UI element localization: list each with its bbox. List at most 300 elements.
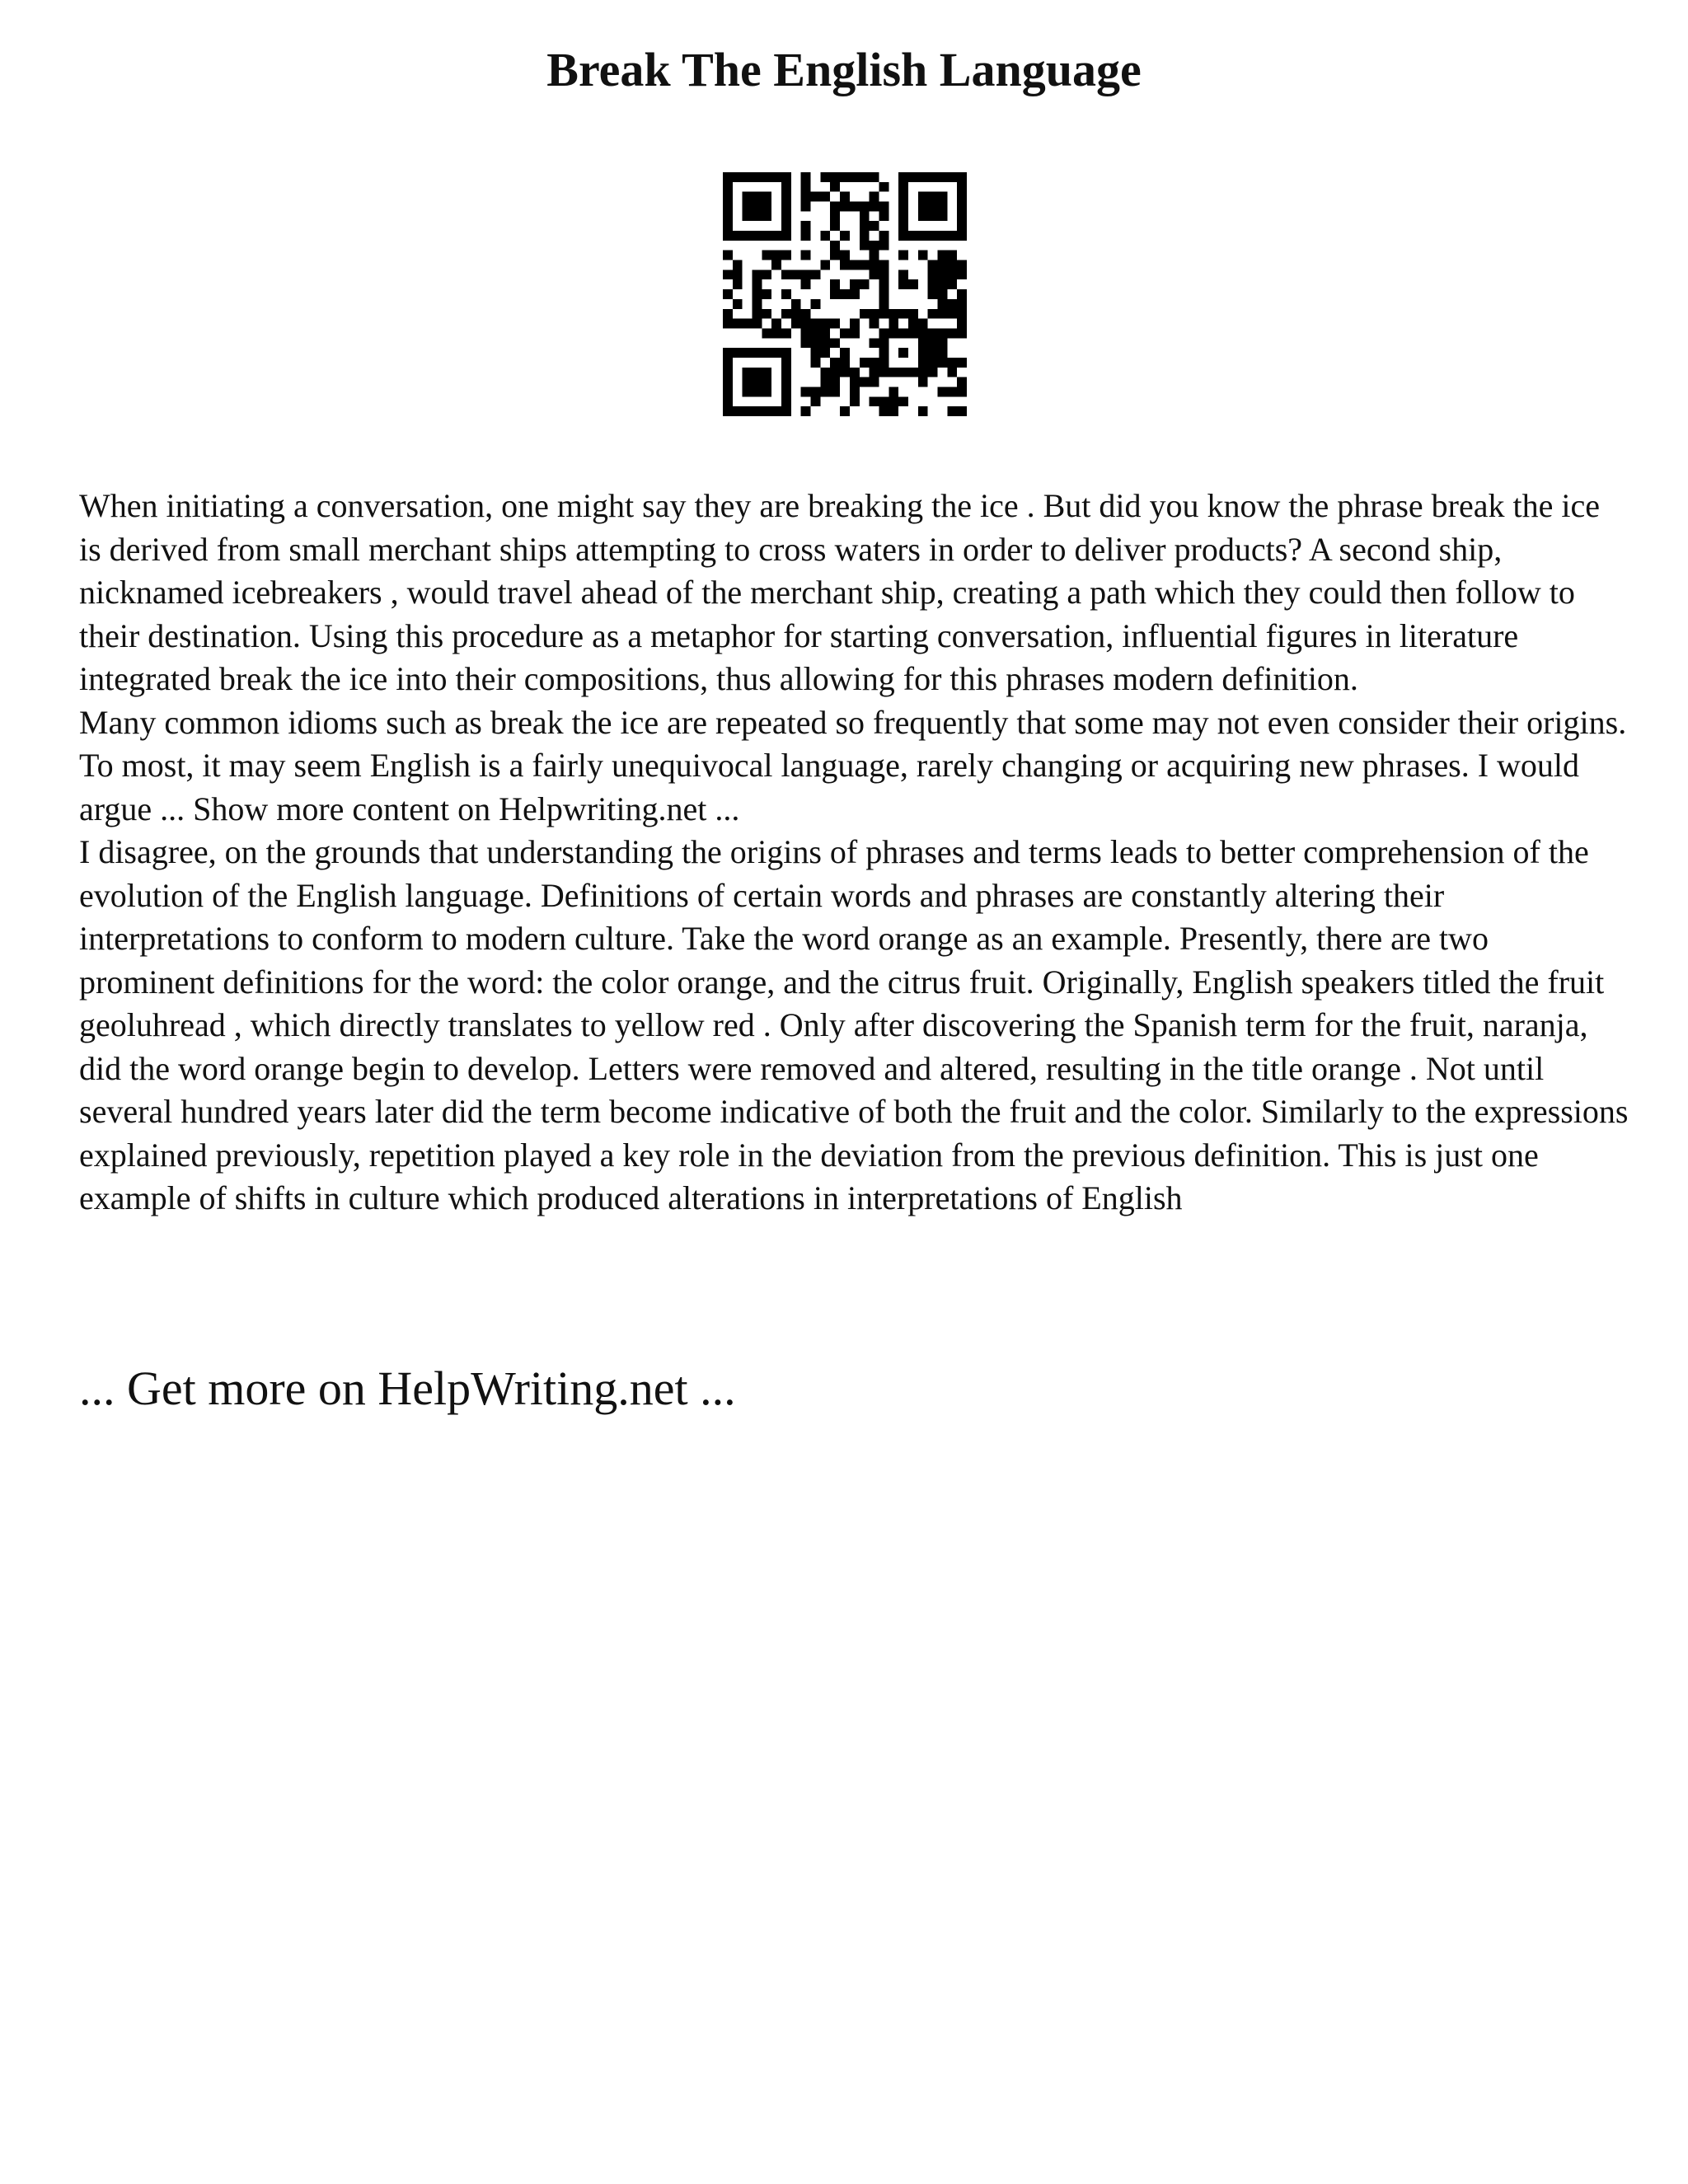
- qr-module: [801, 221, 811, 231]
- qr-module: [957, 328, 967, 338]
- qr-module: [801, 319, 811, 329]
- qr-module: [840, 368, 850, 377]
- qr-module: [840, 358, 850, 368]
- qr-module: [791, 309, 801, 319]
- qr-module: [860, 241, 870, 251]
- qr-module: [918, 406, 928, 416]
- qr-module: [928, 202, 938, 212]
- qr-module: [781, 192, 791, 202]
- qr-module: [762, 211, 771, 221]
- qr-module: [870, 368, 879, 377]
- qr-module: [879, 338, 889, 348]
- qr-module: [723, 202, 733, 212]
- qr-module: [928, 338, 938, 348]
- qr-module: [753, 202, 762, 212]
- qr-module: [937, 192, 947, 202]
- qr-module: [908, 328, 918, 338]
- qr-module: [918, 231, 928, 241]
- qr-module: [898, 231, 908, 241]
- qr-module: [908, 309, 918, 319]
- qr-module: [801, 387, 811, 396]
- qr-module: [947, 387, 957, 396]
- qr-module: [771, 319, 781, 329]
- qr-module: [743, 231, 753, 241]
- qr-module: [870, 172, 879, 182]
- qr-module: [889, 396, 898, 406]
- qr-module: [781, 328, 791, 338]
- qr-module: [850, 387, 860, 396]
- qr-module: [860, 377, 870, 387]
- qr-module: [830, 358, 840, 368]
- qr-module: [860, 309, 870, 319]
- qr-module: [820, 328, 830, 338]
- qr-module: [889, 319, 898, 329]
- qr-module: [840, 328, 850, 338]
- qr-module: [781, 221, 791, 231]
- qr-module: [947, 358, 957, 368]
- qr-module: [947, 309, 957, 319]
- qr-module: [928, 309, 938, 319]
- qr-module: [850, 172, 860, 182]
- qr-module: [850, 319, 860, 329]
- qr-module: [889, 387, 898, 396]
- qr-module: [762, 328, 771, 338]
- qr-module: [860, 358, 870, 368]
- qr-module: [840, 172, 850, 182]
- qr-module: [928, 368, 938, 377]
- qr-module: [801, 309, 811, 319]
- qr-module: [830, 338, 840, 348]
- qr-module: [781, 202, 791, 212]
- qr-module: [937, 202, 947, 212]
- qr-module: [820, 377, 830, 387]
- qr-module: [879, 260, 889, 270]
- qr-module: [801, 279, 811, 289]
- qr-module: [908, 231, 918, 241]
- qr-module: [937, 387, 947, 396]
- qr-module: [840, 260, 850, 270]
- qr-module: [957, 231, 967, 241]
- qr-module: [753, 309, 762, 319]
- qr-module: [723, 309, 733, 319]
- qr-module: [830, 211, 840, 221]
- qr-module: [762, 192, 771, 202]
- qr-module: [840, 202, 850, 212]
- qr-module: [753, 377, 762, 387]
- qr-module: [898, 269, 908, 279]
- qr-module: [733, 319, 743, 329]
- qr-module: [898, 172, 908, 182]
- qr-module: [898, 221, 908, 231]
- qr-module: [947, 231, 957, 241]
- qr-module: [723, 387, 733, 396]
- qr-module: [801, 192, 811, 202]
- qr-module: [928, 260, 938, 270]
- qr-module: [753, 319, 762, 329]
- qr-module: [937, 348, 947, 358]
- qr-module: [957, 260, 967, 270]
- qr-module: [830, 221, 840, 231]
- qr-module: [830, 368, 840, 377]
- qr-module: [850, 368, 860, 377]
- qr-module: [781, 348, 791, 358]
- qr-module: [762, 377, 771, 387]
- qr-module: [771, 251, 781, 260]
- qr-module: [733, 406, 743, 416]
- qr-module: [723, 358, 733, 368]
- qr-module: [753, 406, 762, 416]
- qr-module: [879, 182, 889, 192]
- qr-module: [937, 260, 947, 270]
- qr-module: [889, 368, 898, 377]
- qr-module: [723, 377, 733, 387]
- qr-module: [937, 269, 947, 279]
- qr-module: [879, 279, 889, 289]
- qr-module: [801, 202, 811, 212]
- qr-module: [811, 387, 821, 396]
- qr-module: [918, 192, 928, 202]
- qr-module: [762, 289, 771, 299]
- qr-module: [762, 348, 771, 358]
- qr-module: [860, 260, 870, 270]
- qr-module: [781, 358, 791, 368]
- qr-module: [753, 368, 762, 377]
- qr-module: [928, 192, 938, 202]
- qr-module: [743, 348, 753, 358]
- qr-module: [753, 348, 762, 358]
- qr-module: [781, 289, 791, 299]
- qr-module: [870, 358, 879, 368]
- qr-module: [830, 241, 840, 251]
- qr-module: [781, 309, 791, 319]
- qr-module: [957, 289, 967, 299]
- qr-module: [820, 172, 830, 182]
- qr-module: [898, 328, 908, 338]
- qr-module: [898, 279, 908, 289]
- qr-module: [830, 319, 840, 329]
- qr-module: [937, 251, 947, 260]
- qr-module: [733, 269, 743, 279]
- qr-module: [840, 289, 850, 299]
- qr-module: [918, 348, 928, 358]
- qr-module: [957, 387, 967, 396]
- qr-module: [801, 251, 811, 260]
- qr-module: [771, 231, 781, 241]
- qr-module: [947, 269, 957, 279]
- qr-module: [898, 211, 908, 221]
- qr-module: [879, 289, 889, 299]
- qr-module: [781, 368, 791, 377]
- qr-module: [879, 269, 889, 279]
- qr-module: [753, 211, 762, 221]
- qr-module: [771, 406, 781, 416]
- qr-module: [743, 387, 753, 396]
- qr-module: [753, 289, 762, 299]
- qr-module: [947, 299, 957, 309]
- paragraph-idioms: Many common idioms such as break the ice are repeated so frequently that some may not even consider their origins. To most, it may seem English is a fairly unequivocal language, rarely changing or acquiring new phrases. I would argue ... Show more content on Helpwriting.net ...: [79, 703, 1627, 827]
- qr-module: [743, 406, 753, 416]
- qr-module: [830, 387, 840, 396]
- qr-module: [937, 328, 947, 338]
- qr-module: [820, 231, 830, 241]
- qr-module: [850, 377, 860, 387]
- qr-module: [937, 299, 947, 309]
- qr-module: [801, 406, 811, 416]
- qr-module: [830, 251, 840, 260]
- qr-module: [781, 387, 791, 396]
- qr-module: [771, 328, 781, 338]
- qr-module: [928, 289, 938, 299]
- paragraph-orange: I disagree, on the grounds that understanding the origins of phrases and terms leads to better comprehension of the evolution of the English language. Definitions of certain words and phrases are constantly altering their interpretations to conform to modern culture. Take the word orange as an example. Presently, there are two prominent definitions for the word: the color orange, and the citrus fruit. Originally, English speakers titled the fruit geoluhread , which directly translates to yellow red . Only after discovering the Spanish term for the fruit, naranja, did the word orange begin to develop. Letters were removed and altered, resulting in the title orange . Not until several hundred years later did the term become indicative of both the fruit and the color. Similarly to the expressions explained previously, repetition played a key role in the deviation from the previous definition. This is just one example of shifts in culture which produced alterations in interpretations of English: [79, 833, 1629, 1216]
- qr-module: [928, 328, 938, 338]
- qr-module: [870, 396, 879, 406]
- qr-module: [723, 192, 733, 202]
- qr-module: [860, 279, 870, 289]
- qr-module: [781, 172, 791, 182]
- qr-module: [898, 348, 908, 358]
- qr-module: [957, 182, 967, 192]
- qr-module: [850, 328, 860, 338]
- qr-module: [860, 211, 870, 221]
- qr-module: [928, 211, 938, 221]
- qr-module: [957, 377, 967, 387]
- qr-module: [723, 182, 733, 192]
- qr-module: [743, 377, 753, 387]
- qr-module: [771, 172, 781, 182]
- qr-module: [947, 368, 957, 377]
- qr-module: [753, 387, 762, 396]
- qr-module: [801, 172, 811, 182]
- qr-module: [771, 348, 781, 358]
- qr-module: [820, 368, 830, 377]
- qr-module: [908, 319, 918, 329]
- qr-module: [762, 406, 771, 416]
- qr-module: [957, 221, 967, 231]
- qr-module: [918, 338, 928, 348]
- qr-module: [898, 182, 908, 192]
- qr-module: [898, 202, 908, 212]
- qr-module: [870, 338, 879, 348]
- qr-module: [801, 269, 811, 279]
- get-more-link[interactable]: ... Get more on HelpWriting.net ...: [79, 1361, 736, 1415]
- qr-module: [830, 182, 840, 192]
- qr-module: [889, 309, 898, 319]
- qr-module: [957, 211, 967, 221]
- qr-module: [781, 406, 791, 416]
- qr-module: [830, 377, 840, 387]
- qr-module: [928, 172, 938, 182]
- qr-module: [830, 279, 840, 289]
- qr-module: [733, 299, 743, 309]
- qr-module: [879, 299, 889, 309]
- qr-module: [928, 269, 938, 279]
- qr-module: [879, 358, 889, 368]
- qr-module: [870, 319, 879, 329]
- qr-module: [947, 251, 957, 260]
- paragraph-intro: When initiating a conversation, one might say they are breaking the ice . But did you know the phrase break the ice is derived from small merchant ships attempting to cross waters in order to deliver products? A second ship, nicknamed icebreakers , would travel ahead of the merchant ship, creating a path which they could then follow to their destination. Using this procedure as a metaphor for starting conversation, influential figures in literature integrated break the ice into their compositions, thus allowing for this phrases modern definition.: [79, 487, 1600, 697]
- qr-module: [801, 338, 811, 348]
- qr-module: [957, 358, 967, 368]
- qr-module: [820, 319, 830, 329]
- qr-module: [820, 387, 830, 396]
- qr-module: [918, 172, 928, 182]
- qr-module: [918, 368, 928, 377]
- qr-module: [781, 211, 791, 221]
- qr-module: [957, 202, 967, 212]
- qr-module: [928, 348, 938, 358]
- qr-module: [723, 368, 733, 377]
- qr-module: [762, 251, 771, 260]
- qr-module: [801, 231, 811, 241]
- qr-module: [879, 202, 889, 212]
- qr-module: [781, 182, 791, 192]
- qr-module: [743, 192, 753, 202]
- qr-module: [723, 211, 733, 221]
- qr-module: [957, 269, 967, 279]
- qr-module: [879, 309, 889, 319]
- qr-module: [753, 269, 762, 279]
- qr-code-icon: [723, 172, 967, 416]
- qr-module: [908, 172, 918, 182]
- qr-module: [918, 328, 928, 338]
- qr-module: [811, 192, 821, 202]
- qr-module: [733, 172, 743, 182]
- qr-module: [870, 260, 879, 270]
- qr-module: [908, 368, 918, 377]
- qr-module: [937, 309, 947, 319]
- qr-module: [947, 279, 957, 289]
- qr-module: [733, 231, 743, 241]
- qr-module: [947, 260, 957, 270]
- qr-module: [830, 202, 840, 212]
- qr-module: [840, 231, 850, 241]
- qr-module: [918, 377, 928, 387]
- qr-module: [753, 192, 762, 202]
- qr-module: [957, 172, 967, 182]
- qr-module: [820, 192, 830, 202]
- qr-module: [937, 279, 947, 289]
- qr-module: [957, 309, 967, 319]
- qr-module: [781, 231, 791, 241]
- qr-module: [957, 319, 967, 329]
- qr-module: [811, 358, 821, 368]
- qr-module: [870, 221, 879, 231]
- qr-module: [957, 406, 967, 416]
- qr-module: [937, 338, 947, 348]
- qr-module: [898, 396, 908, 406]
- qr-module: [811, 269, 821, 279]
- qr-module: [957, 299, 967, 309]
- qr-module: [753, 279, 762, 289]
- qr-module: [860, 221, 870, 231]
- qr-module: [723, 396, 733, 406]
- qr-module: [762, 231, 771, 241]
- qr-module: [723, 319, 733, 329]
- qr-module: [937, 231, 947, 241]
- qr-module: [830, 172, 840, 182]
- qr-module: [781, 377, 791, 387]
- qr-module: [908, 279, 918, 289]
- qr-module: [840, 406, 850, 416]
- article-body: [79, 485, 1629, 1221]
- qr-module: [781, 396, 791, 406]
- qr-module: [801, 328, 811, 338]
- qr-module: [811, 299, 821, 309]
- qr-module: [791, 269, 801, 279]
- qr-module: [870, 251, 879, 260]
- qr-module: [918, 202, 928, 212]
- qr-module: [879, 406, 889, 416]
- qr-module: [762, 387, 771, 396]
- qr-module: [870, 202, 879, 212]
- qr-module: [870, 377, 879, 387]
- qr-module: [870, 192, 879, 202]
- qr-module: [811, 396, 821, 406]
- qr-module: [743, 319, 753, 329]
- qr-module: [879, 328, 889, 338]
- qr-module: [791, 299, 801, 309]
- qr-module: [879, 211, 889, 221]
- qr-module: [723, 289, 733, 299]
- qr-module: [781, 269, 791, 279]
- qr-module: [850, 279, 860, 289]
- qr-module: [928, 231, 938, 241]
- page-title: Break The English Language: [546, 43, 1142, 96]
- qr-module: [733, 260, 743, 270]
- qr-module: [898, 251, 908, 260]
- qr-module: [918, 358, 928, 368]
- qr-module: [743, 368, 753, 377]
- qr-module: [733, 279, 743, 289]
- qr-module: [879, 231, 889, 241]
- qr-module: [860, 172, 870, 182]
- qr-module: [850, 202, 860, 212]
- qr-module: [918, 319, 928, 329]
- qr-module: [870, 269, 879, 279]
- qr-module: [918, 251, 928, 260]
- qr-module: [879, 241, 889, 251]
- qr-module: [860, 231, 870, 241]
- qr-module: [937, 211, 947, 221]
- qr-module: [723, 172, 733, 182]
- qr-module: [811, 338, 821, 348]
- qr-module: [889, 406, 898, 416]
- qr-module: [820, 348, 830, 358]
- qr-module: [840, 251, 850, 260]
- qr-module: [743, 202, 753, 212]
- qr-module: [762, 309, 771, 319]
- qr-module: [889, 328, 898, 338]
- qr-module: [850, 260, 860, 270]
- qr-module: [733, 348, 743, 358]
- qr-module: [870, 309, 879, 319]
- qr-module: [743, 211, 753, 221]
- qr-module: [850, 289, 860, 299]
- qr-module: [723, 251, 733, 260]
- qr-module: [762, 202, 771, 212]
- qr-module: [820, 338, 830, 348]
- qr-module: [879, 348, 889, 358]
- qr-module: [723, 269, 733, 279]
- qr-module: [840, 348, 850, 358]
- qr-module: [937, 358, 947, 368]
- qr-module: [937, 289, 947, 299]
- qr-module: [762, 269, 771, 279]
- qr-module: [791, 319, 801, 329]
- qr-module: [928, 279, 938, 289]
- qr-module: [820, 260, 830, 270]
- qr-module: [879, 396, 889, 406]
